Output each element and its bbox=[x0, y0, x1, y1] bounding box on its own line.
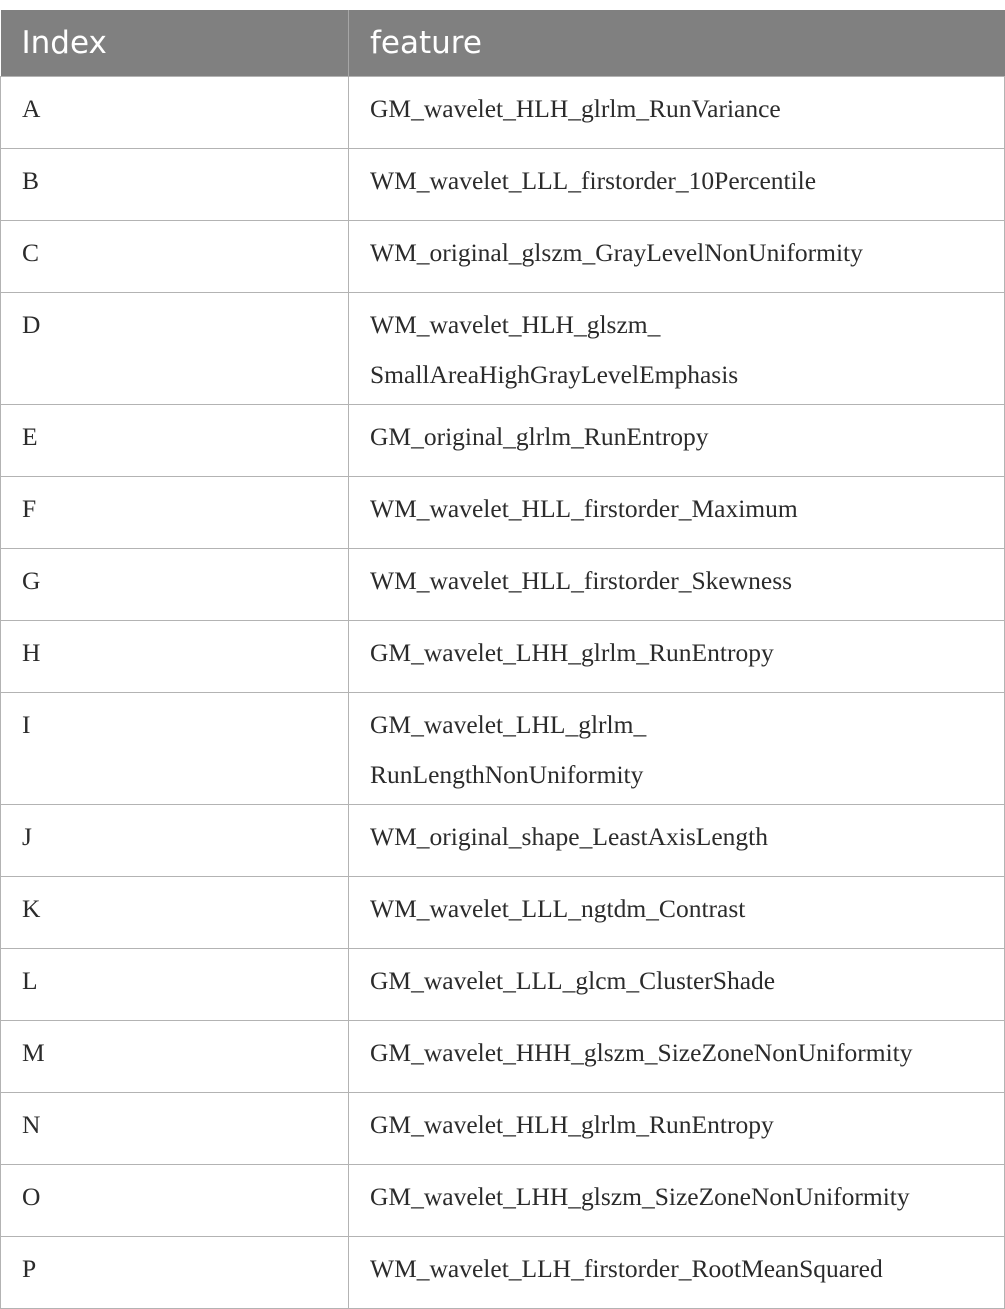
feature-cell bbox=[349, 877, 1005, 949]
feature-cell bbox=[349, 405, 1005, 477]
table-row bbox=[1, 149, 1005, 221]
index-cell: G bbox=[1, 549, 349, 621]
table-row bbox=[1, 805, 1005, 877]
table-row bbox=[1, 1165, 1005, 1237]
feature-text-line: GM_wavelet_HLH_glrlm_RunEntropy bbox=[370, 1110, 774, 1139]
table-row bbox=[1, 1021, 1005, 1093]
index-cell: K bbox=[1, 877, 349, 949]
index-cell: O bbox=[1, 1165, 349, 1237]
index-cell: P bbox=[1, 1237, 349, 1309]
feature-table bbox=[0, 10, 1005, 1309]
feature-cell bbox=[349, 805, 1005, 877]
table-row bbox=[1, 405, 1005, 477]
feature-text-line: RunLengthNonUniformity bbox=[370, 760, 644, 789]
feature-cell bbox=[349, 549, 1005, 621]
table-row bbox=[1, 949, 1005, 1021]
table-row bbox=[1, 293, 1005, 405]
index-cell: F bbox=[1, 477, 349, 549]
index-cell: B bbox=[1, 149, 349, 221]
feature-cell bbox=[349, 1093, 1005, 1165]
index-cell: M bbox=[1, 1021, 349, 1093]
table-row bbox=[1, 1093, 1005, 1165]
feature-text-line: GM_wavelet_LHH_glrlm_RunEntropy bbox=[370, 638, 774, 667]
feature-cell bbox=[349, 149, 1005, 221]
feature-text-line: GM_wavelet_HHH_glszm_SizeZoneNonUniformity bbox=[370, 1038, 913, 1067]
feature-text-line: WM_wavelet_LLL_ngtdm_Contrast bbox=[370, 894, 746, 923]
header-row bbox=[1, 10, 1005, 77]
feature-cell bbox=[349, 293, 1005, 405]
table-header bbox=[1, 10, 1005, 77]
feature-cell bbox=[349, 477, 1005, 549]
header-index: Index bbox=[1, 10, 349, 77]
index-cell: H bbox=[1, 621, 349, 693]
header-feature: feature bbox=[349, 10, 1005, 77]
table-row bbox=[1, 693, 1005, 805]
index-cell: L bbox=[1, 949, 349, 1021]
table-row bbox=[1, 1237, 1005, 1309]
table-row bbox=[1, 77, 1005, 149]
feature-cell bbox=[349, 621, 1005, 693]
feature-cell bbox=[349, 949, 1005, 1021]
table-row bbox=[1, 877, 1005, 949]
feature-cell bbox=[349, 77, 1005, 149]
index-cell: I bbox=[1, 693, 349, 805]
table-row bbox=[1, 549, 1005, 621]
index-cell: D bbox=[1, 293, 349, 405]
feature-cell bbox=[349, 693, 1005, 805]
feature-text-line: WM_original_glszm_GrayLevelNonUniformity bbox=[370, 238, 863, 267]
feature-cell bbox=[349, 1165, 1005, 1237]
feature-text-line: GM_wavelet_LHH_glszm_SizeZoneNonUniformity bbox=[370, 1182, 910, 1211]
feature-text-line: GM_wavelet_LHL_glrlm_ bbox=[370, 710, 647, 739]
feature-text-line: WM_wavelet_HLH_glszm_ bbox=[370, 310, 661, 339]
feature-cell bbox=[349, 221, 1005, 293]
feature-text-line: WM_wavelet_HLL_firstorder_Skewness bbox=[370, 566, 793, 595]
feature-text-line: GM_wavelet_LLL_glcm_ClusterShade bbox=[370, 966, 776, 995]
feature-text-line: WM_wavelet_HLL_firstorder_Maximum bbox=[370, 494, 798, 523]
table-body bbox=[1, 77, 1005, 1309]
feature-cell bbox=[349, 1237, 1005, 1309]
feature-text-line: WM_original_shape_LeastAxisLength bbox=[370, 822, 768, 851]
table-row bbox=[1, 221, 1005, 293]
feature-text-line: WM_wavelet_LLH_firstorder_RootMeanSquared bbox=[370, 1254, 883, 1283]
feature-text-line: GM_original_glrlm_RunEntropy bbox=[370, 422, 709, 451]
index-cell: C bbox=[1, 221, 349, 293]
feature-text-line: SmallAreaHighGrayLevelEmphasis bbox=[370, 360, 739, 389]
index-cell: N bbox=[1, 1093, 349, 1165]
feature-table-container bbox=[0, 10, 1004, 1309]
index-cell: E bbox=[1, 405, 349, 477]
table-row bbox=[1, 621, 1005, 693]
table-row bbox=[1, 477, 1005, 549]
feature-cell bbox=[349, 1021, 1005, 1093]
feature-text-line: WM_wavelet_LLL_firstorder_10Percentile bbox=[370, 166, 817, 195]
index-cell: A bbox=[1, 77, 349, 149]
index-cell: J bbox=[1, 805, 349, 877]
feature-text-line: GM_wavelet_HLH_glrlm_RunVariance bbox=[370, 94, 781, 123]
